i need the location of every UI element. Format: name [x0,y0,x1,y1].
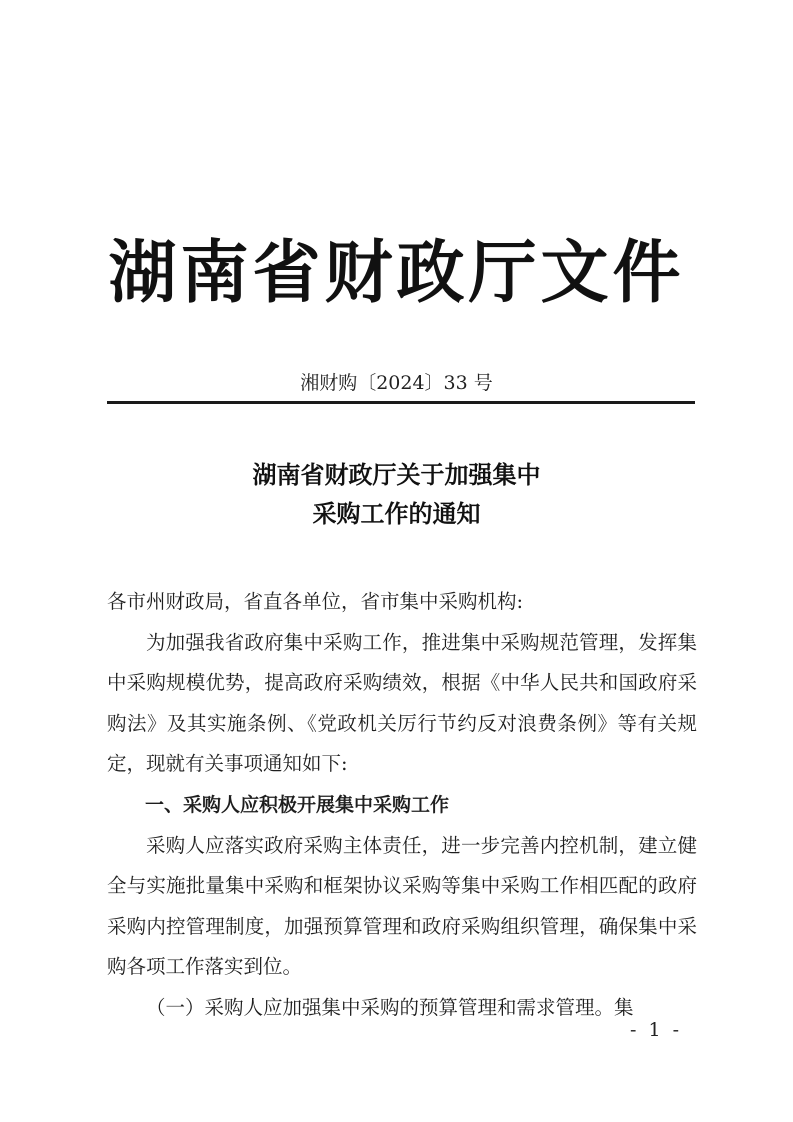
notice-title-line-1: 湖南省财政厅关于加强集中 [252,460,541,489]
page-number: - 1 - [630,1019,683,1041]
document-body [107,582,697,1029]
notice-title [0,455,793,533]
notice-title-line-2: 采购工作的通知 [312,499,481,528]
document-header-title: 湖南省财政厅文件 [108,233,685,313]
header-divider [107,401,695,404]
document-number: 湘财购〔2024〕33 号 [300,372,493,394]
paragraph-intro: 为加强我省政府集中采购工作，推进集中采购规范管理，发挥集中采购规模优势，提高政府采购绩效，根据《中华人民共和国政府采购法》及其实施条例、《党政机关厉行节约反对浪费条例》等有关规定，现就有关事项通知如下: [107,630,697,776]
paragraph-subsection-1: （一）采购人应加强集中采购的预算管理和需求管理。集 [146,995,634,1019]
salutation: 各市州财政局，省直各单位，省市集中采购机构: [107,590,524,613]
paragraph-section-1: 采购人应落实政府采购主体责任，进一步完善内控机制，建立健全与实施批量集中采购和框架协议采购等集中采购工作相匹配的政府采购内控管理制度，加强预算管理和政府采购组织管理，确保集中采购各项工作落实到位。 [107,833,697,979]
section-heading-1: 一、采购人应积极开展集中采购工作 [145,793,450,816]
